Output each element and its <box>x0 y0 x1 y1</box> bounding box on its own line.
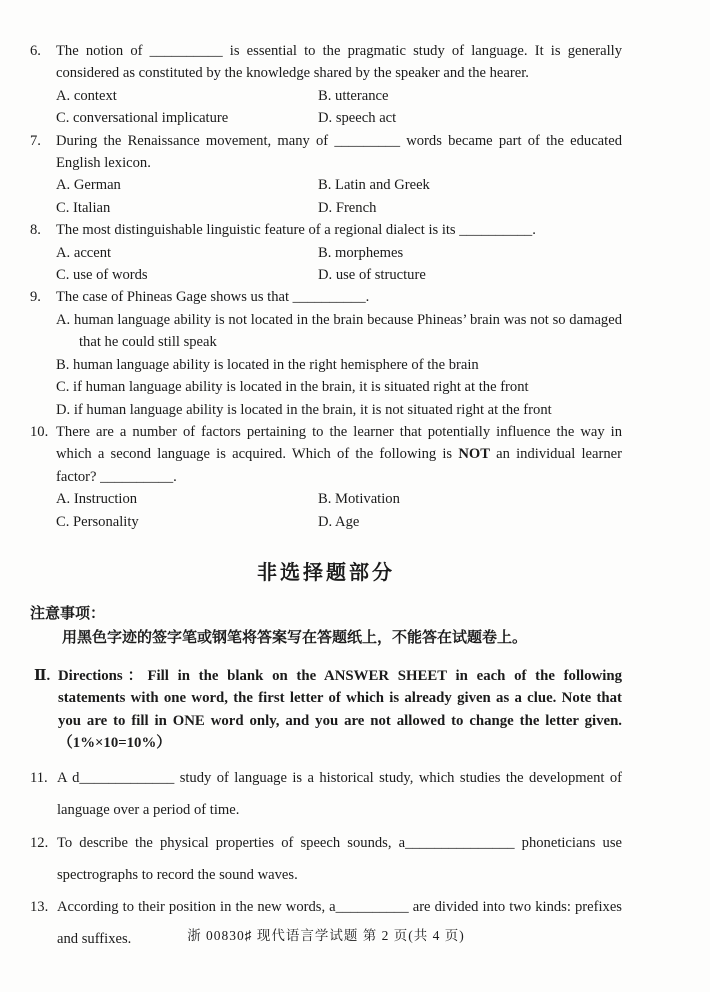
option-c: C. Italian <box>56 199 111 216</box>
question-number: 11. <box>30 770 48 787</box>
question-body <box>56 286 622 420</box>
option-a: A. context <box>56 87 117 104</box>
question-body <box>56 219 622 286</box>
option-d: D. speech act <box>318 110 397 127</box>
notice-label: 注意事项： <box>30 605 106 622</box>
option-b: B. Motivation <box>318 491 400 508</box>
option-b: B. human language ability is located in the right hemisphere of the brain <box>56 356 479 373</box>
question-body <box>56 130 622 220</box>
question-number: 12. <box>30 834 49 851</box>
question-number: 7. <box>30 132 41 149</box>
part2-directions <box>30 665 622 754</box>
option-d: D. use of structure <box>318 267 426 284</box>
page-footer: 浙 00830♯ 现代语言学试题 第 2 页(共 4 页) <box>187 928 465 943</box>
question-11 <box>30 762 622 826</box>
option-c: C. use of words <box>56 267 148 284</box>
notice-text: 用黑色字迹的签字笔或钢笔将答案写在答题纸上，不能答在试题卷上。 <box>62 629 528 646</box>
option-d: D. French <box>318 199 377 216</box>
question-number: 13. <box>30 898 49 915</box>
option-c: C. if human language ability is located in the brain, it is situated right at the front <box>56 379 529 396</box>
question-number: 8. <box>30 222 41 239</box>
question-row <box>30 219 622 286</box>
option-a: A. German <box>56 177 121 194</box>
stem-text-after: an individual learner factor? __________. <box>56 446 623 485</box>
stem-text: The most distinguishable linguistic feature of a regional dialect is its __________. <box>56 222 536 239</box>
notice-block <box>30 603 622 650</box>
stem-bold-text: NOT <box>458 446 490 463</box>
question-stem <box>56 421 622 488</box>
stem-text: The case of Phineas Gage shows us that __________. <box>56 289 370 306</box>
options <box>56 242 622 287</box>
question-text: A d_____________ study of language is a historical study, which studies the development of language over a period of time. <box>57 770 622 819</box>
question-7 <box>30 130 622 220</box>
question-row <box>30 286 622 420</box>
question-text: To describe the physical properties of speech sounds, a_______________ phoneticians use spectrographs to record the sound waves. <box>57 834 622 883</box>
option-c: C. conversational implicature <box>56 110 229 127</box>
option-b: B. Latin and Greek <box>318 177 430 194</box>
question-text: According to their position in the new words, a__________ are divided into two kinds: prefixes and suffixes. <box>57 898 622 948</box>
stem-text: There are a number of factors pertaining to the learner that potentially influence the way in which a second language is acquired. Which of the following is <box>56 423 622 463</box>
section-heading: 非选择题部分 <box>257 561 395 584</box>
question-stem <box>56 40 622 85</box>
options <box>56 85 622 130</box>
question-number: 6. <box>30 43 41 59</box>
question-6 <box>30 40 622 130</box>
option-d: D. Age <box>318 513 360 530</box>
options <box>56 174 622 219</box>
question-stem <box>56 130 622 175</box>
stem-text: The notion of __________ is essential to the pragmatic study of language. It is generally considered as constituted by the knowledge shared by the speaker and the hearer. <box>56 43 622 82</box>
option-a: A. human language ability is not located in the brain because Phineas’ brain was not so damaged that he could still speak <box>56 311 622 351</box>
option-d: D. if human language ability is located in the brain, it is not situated right at the front <box>56 401 552 418</box>
option-b: B. utterance <box>318 87 389 104</box>
stem-text: During the Renaissance movement, many of _________ words became part of the educated English lexicon. <box>56 132 622 172</box>
question-number: 10. <box>30 423 49 440</box>
option-c: C. Personality <box>56 513 139 530</box>
question-8 <box>30 219 622 286</box>
question-row <box>30 40 622 130</box>
question-row <box>30 421 622 533</box>
question-number: 9. <box>30 289 41 306</box>
multiple-choice-section <box>30 40 622 533</box>
options <box>56 488 622 533</box>
question-body <box>56 40 622 130</box>
question-9 <box>30 286 622 420</box>
part2-directions-text: Directions：Fill in the blank on the ANSWER SHEET in each of the following statements with one word, the first letter of which is already given as a clue. Note that you are to fill in ONE word only, and you are not allowed to change the letter given.（1%×10=10%） <box>58 667 622 751</box>
question-row <box>30 130 622 220</box>
question-10 <box>30 421 622 533</box>
option-b: B. morphemes <box>318 244 404 261</box>
question-stem <box>56 286 622 308</box>
question-body <box>56 421 622 533</box>
question-stem <box>56 219 622 241</box>
option-a: A. accent <box>56 244 112 261</box>
part2-number: Ⅱ. <box>34 667 51 684</box>
option-a: A. Instruction <box>56 491 138 508</box>
question-12 <box>30 827 622 891</box>
options <box>56 309 622 421</box>
